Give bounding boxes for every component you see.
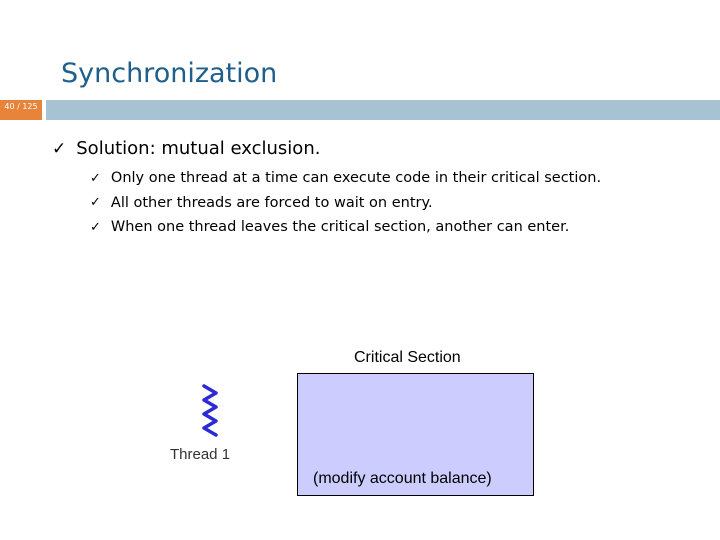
checkmark-icon: ✓ <box>90 170 101 186</box>
sub-bullet-text: When one thread leaves the critical section, another can enter. <box>110 219 570 236</box>
critical-section-label: Critical Section <box>354 349 461 366</box>
sub-bullet <box>90 166 601 191</box>
slide-number: 40 / 125 <box>4 102 38 111</box>
checkmark-icon: ✓ <box>90 195 101 211</box>
critical-section-content: (modify account balance) <box>313 470 492 487</box>
checkmark-icon: ✓ <box>90 219 101 235</box>
thread-label: Thread 1 <box>170 446 231 463</box>
sub-bullet-text: Only one thread at a time can execute code in their critical section. <box>110 170 602 187</box>
checkmark-icon: ✓ <box>52 138 67 159</box>
sub-bullet-list <box>90 166 601 240</box>
main-bullet-text: Solution: mutual exclusion. <box>76 138 321 159</box>
sub-bullet-text: All other threads are forced to wait on entry. <box>110 194 433 211</box>
thread-squiggle-icon <box>198 384 222 440</box>
sub-bullet <box>90 215 601 240</box>
slide-title: Synchronization <box>61 58 278 89</box>
main-bullet <box>52 138 320 159</box>
header-bar <box>46 100 720 120</box>
sub-bullet <box>90 191 601 216</box>
